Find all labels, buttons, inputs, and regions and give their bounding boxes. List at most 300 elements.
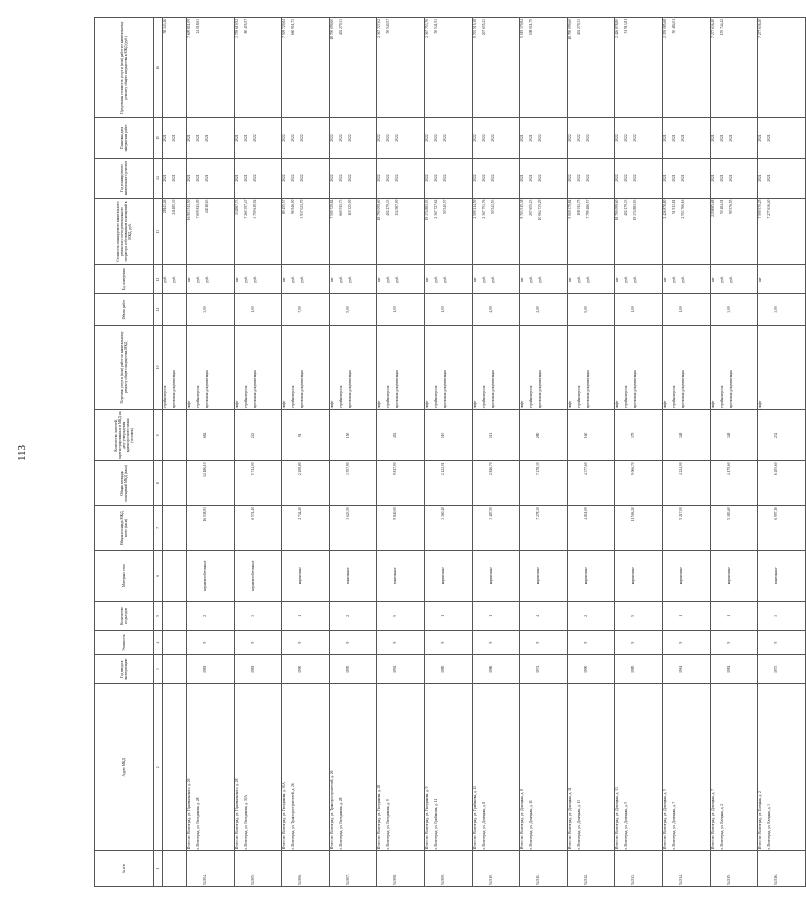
table-row	[377, 18, 425, 887]
work-list-item: проектная документация	[490, 370, 495, 409]
work-list-item: лифт	[472, 400, 477, 409]
work-list	[615, 325, 663, 410]
work-list-item: лифт	[520, 400, 525, 409]
unit-list-item: руб.	[205, 276, 209, 283]
wall-material: кирпичные	[282, 550, 330, 601]
cost-list-item: 51 913,81	[671, 199, 676, 214]
date-list	[377, 118, 425, 158]
column-header: Материал стен	[95, 550, 154, 601]
residents: 150	[329, 410, 377, 461]
limit-list	[424, 18, 472, 118]
year-list-item: 2021	[196, 174, 200, 182]
work-list-item: проектная документация	[728, 370, 733, 409]
cost-list-item: 24018,63	[205, 199, 209, 214]
unit-list-item: руб.	[291, 276, 296, 283]
year-list-item: 2021	[529, 174, 534, 182]
work-list-item: лифт	[234, 400, 239, 409]
work-list: стройконтроль проектная документация	[163, 325, 187, 410]
year-list	[520, 158, 568, 198]
work-list-item: стройконтроль	[291, 385, 296, 409]
volume: 5,00	[567, 294, 615, 325]
work-list-item: проектная документация	[633, 370, 638, 409]
limit-list-item: 207 655,23	[481, 19, 486, 36]
wall-material: кирпичные	[424, 550, 472, 601]
residents: 684	[187, 410, 235, 461]
work-list-item: стройконтроль	[719, 385, 724, 409]
table-row	[329, 18, 377, 887]
column-number: 15	[154, 118, 163, 158]
limit-list-item: 50 484,01	[671, 19, 676, 34]
date-list: 2021 2021	[163, 118, 187, 158]
unit-list-item: руб.	[576, 276, 581, 283]
column-number: 1	[154, 851, 163, 887]
table-row	[282, 18, 330, 887]
entrances: 2	[329, 601, 377, 630]
volume: 4,00	[472, 294, 520, 325]
year-list-item: 2022	[338, 174, 343, 182]
work-list-item: проектная документация	[585, 370, 590, 409]
address-item: г. Волгоград, ул. Гвоздикова, д. 9	[386, 799, 391, 850]
wall-material: панельные	[758, 550, 806, 601]
limit-list-item: 2 359 085,68	[662, 19, 667, 38]
row-number: 54.908.	[377, 851, 425, 887]
cost-list-item: 402 279,33	[386, 199, 391, 216]
limit-list-item: 24 018,63	[196, 19, 200, 34]
build-year: 1981	[187, 655, 235, 684]
column-number: 16	[154, 18, 163, 118]
unit-list	[282, 265, 330, 294]
year-list-item: 2022	[291, 174, 296, 182]
build-year: 1981	[234, 655, 282, 684]
unit-list-item: руб.	[386, 276, 391, 283]
cost-list-item: 2359085,68	[710, 199, 715, 217]
total-area: 7 278,30	[520, 506, 568, 551]
address	[472, 684, 520, 851]
volume: 1,00	[662, 294, 710, 325]
wall-material: кирпичные	[520, 550, 568, 601]
unit-list-item: руб.	[680, 276, 685, 283]
cost-list	[567, 198, 615, 265]
column-number: 9	[154, 410, 163, 461]
cost-list-item: 402 279,33	[624, 199, 629, 216]
table-row	[567, 18, 615, 887]
date-list-item: 2022	[624, 134, 629, 142]
year-list: 2021 2021	[163, 158, 187, 198]
floors: 9	[424, 630, 472, 655]
column-header: Общая площадь МКД, всего (кв.м)	[95, 506, 154, 551]
date-list	[329, 118, 377, 158]
floors: 9	[472, 630, 520, 655]
year-list	[615, 158, 663, 198]
year-list-item: 2022	[386, 174, 391, 182]
work-list-item: лифт	[329, 400, 334, 409]
date-list-item: 2021	[758, 134, 763, 142]
cost-list-item: 9 703 515,38	[520, 199, 525, 219]
row-number: 54.913.	[615, 851, 663, 887]
unit-list-item: руб.	[529, 276, 534, 283]
wall-material: панельные	[329, 550, 377, 601]
row-number: 54.904.	[187, 851, 235, 887]
address-item: Итого по: Волгоград, ул. Грибанова, д. 11	[472, 786, 477, 850]
year-list	[758, 158, 806, 198]
column-number: 2	[154, 684, 163, 851]
work-list-item: проектная документация	[680, 370, 685, 409]
cost-list-item: 16 903 511,50	[187, 199, 191, 221]
cost-list-item: 134587,73	[234, 199, 239, 215]
limit-list-item: 51 913,81	[624, 19, 629, 34]
table-row	[758, 18, 806, 887]
date-list-item: 2022	[576, 134, 581, 142]
year-list-item: 2022	[624, 174, 629, 182]
unit-list-item: шт	[187, 277, 191, 282]
work-list-item: лифт	[662, 400, 667, 409]
address-item: г. Волгоград, ул. Елецкая, д. 2	[719, 803, 724, 850]
year-list-item: 2022	[395, 174, 400, 182]
unit-list-item: руб.	[252, 276, 257, 283]
work-list-item: стройконтроль	[481, 385, 486, 409]
column-header: № п/п	[95, 851, 154, 887]
work-list-item: лифт	[710, 400, 715, 409]
unit-list	[329, 265, 377, 294]
floors: 9	[329, 630, 377, 655]
year-list-item: 2022	[282, 174, 287, 182]
year-list-item: 2022	[252, 174, 257, 182]
work-list-item: стройконтроль	[338, 385, 343, 409]
rooms-area: 4 224,00	[662, 461, 710, 506]
date-list	[424, 118, 472, 158]
unit-list-item: шт	[282, 277, 287, 282]
date-list-item: 2022	[282, 134, 287, 142]
build-year: 1981	[710, 655, 758, 684]
total-area: 2 744,20	[282, 506, 330, 551]
limit-list-item: 660 911,73	[291, 19, 296, 36]
limit-list-item: 2 367 727,62	[377, 19, 382, 38]
wall-material: кирпичные	[615, 550, 663, 601]
build-year: 1990	[282, 655, 330, 684]
cost-list-item: 2 367 727,62	[433, 199, 438, 219]
year-list-item: 2022	[472, 174, 477, 182]
year-list	[377, 158, 425, 198]
rooms-area: 3 557,90	[329, 461, 377, 506]
row-number: 54.912.	[567, 851, 615, 887]
date-list-item: 2021	[710, 134, 715, 142]
rooms-area: 14 186,10	[187, 461, 235, 506]
entrances: 1	[472, 601, 520, 630]
year-list-item: 2022	[442, 174, 447, 182]
entrances: 1	[282, 601, 330, 630]
unit-list: руб. руб.	[163, 265, 187, 294]
unit-list-item: шт	[472, 277, 477, 282]
floors: 9	[187, 630, 235, 655]
limit-list	[234, 18, 282, 118]
entrances: 4	[520, 601, 568, 630]
column-number: 14	[154, 158, 163, 198]
unit-list	[520, 265, 568, 294]
address-item: Итого по: Волгоград, ул. Тракторостроителей, д. 26	[329, 770, 334, 850]
cost-list-item: 96 946,00	[291, 199, 296, 214]
row-number: 54.906.	[282, 851, 330, 887]
year-list-item: 2021	[671, 174, 676, 182]
date-list-item: 2021	[728, 134, 733, 142]
address-item: г. Волгоград, ул. Донецкая, д. 5	[624, 801, 629, 850]
year-list-item: 2021	[710, 174, 715, 182]
work-list	[567, 325, 615, 410]
address	[187, 684, 235, 851]
address-item: г. Волгоград, ул. Елецкая, д. 3	[767, 803, 772, 850]
column-header: Объем работ	[95, 294, 154, 325]
date-list-item: 2021	[187, 134, 191, 142]
volume: 1,00	[234, 294, 282, 325]
residents: 243	[234, 410, 282, 461]
limit-list	[662, 18, 710, 118]
rooms-area: 5 714,00	[234, 461, 282, 506]
address-item: Итого по: Волгоград, ул. Гвоздикова, д. 9	[424, 786, 429, 850]
work-list	[234, 325, 282, 410]
date-list-item: 2022	[472, 134, 477, 142]
address-item: Итого по: Волгоград, ул. Елецкая, д. 2	[758, 791, 763, 850]
table-row	[187, 18, 235, 887]
residents: 348	[662, 410, 710, 461]
year-list-item: 2022	[585, 174, 590, 182]
volume: 5,00	[329, 294, 377, 325]
date-list-item: 2022	[567, 134, 572, 142]
build-year: 1994	[377, 655, 425, 684]
entrances: 1	[424, 601, 472, 630]
unit-list-item: шт	[377, 277, 382, 282]
cost-list-item: 660 911,73	[338, 199, 343, 216]
year-list-item: 2021	[520, 174, 525, 182]
build-year: 1995	[329, 655, 377, 684]
limit-list-item: 9 703 515,38	[472, 19, 477, 38]
limit-list	[472, 18, 520, 118]
column-header: Общая площадь помещений МКД (кв.м)	[95, 461, 154, 506]
column-header: Предельная стоимость услуг и (или) работ по капитальному ремонту общего имущества в МКД (руб.)	[95, 18, 154, 118]
date-list-item: 2021	[196, 134, 200, 142]
limit-list	[329, 18, 377, 118]
date-list	[615, 118, 663, 158]
floors: 9	[710, 630, 758, 655]
entrances: 5	[377, 601, 425, 630]
cost-list-item: 19 374 881,03	[424, 199, 429, 221]
cost-list-item: 10 064 735,29	[538, 199, 543, 221]
work-list-item: проектная документация	[347, 370, 352, 409]
table-row	[424, 18, 472, 887]
rooms-area: 9 066,70	[615, 461, 663, 506]
date-list-item: 2021	[680, 134, 685, 142]
cost-list	[234, 198, 282, 265]
limit-list	[282, 18, 330, 118]
row-number: 54.907.	[329, 851, 377, 887]
row-number: 54.909.	[424, 851, 472, 887]
unit-list	[710, 265, 758, 294]
work-list-item: лифт	[282, 400, 287, 409]
unit-list-item: шт	[329, 277, 334, 282]
column-header: Год планируемого капитального ремонта	[95, 158, 154, 198]
cost-list-item: 7 509 570,25	[758, 199, 763, 219]
cost-list	[377, 198, 425, 265]
date-list-item: 2022	[490, 134, 495, 142]
cost-list	[424, 198, 472, 265]
date-list-item: 2022	[615, 134, 620, 142]
cost-list-item: 7 260 397,47	[243, 199, 248, 219]
cost-list-item: 7 799 486,57	[585, 199, 590, 219]
work-list-item: проектная документация	[205, 370, 209, 409]
year-list-item: 2022	[633, 174, 638, 182]
unit-list-item: руб.	[338, 276, 343, 283]
work-list-item: проектная документация	[395, 370, 400, 409]
column-number: 3	[154, 655, 163, 684]
cost-list-item: 7 277 636,40	[767, 199, 772, 219]
cost-list-item: 18 790 099,60	[377, 199, 382, 221]
date-list-item: 2022	[300, 134, 305, 142]
unit-list-item: шт	[424, 277, 429, 282]
year-list-item: 2021	[234, 174, 239, 182]
year-list-item: 2022	[347, 174, 352, 182]
limit-list-item: 108 011,75	[529, 19, 534, 36]
unit-list-item: шт	[710, 277, 715, 282]
limit-list-item: 155 744,42	[719, 19, 724, 36]
year-list-item: 2022	[567, 174, 572, 182]
total-area: 6 574,40	[234, 506, 282, 551]
cost-list-item: 7 609 811,09	[196, 199, 200, 219]
address-item: Итого по: Волгоград, ул. Донецкая, д. 7	[710, 789, 715, 850]
year-list-item: 2021	[758, 174, 763, 182]
cost-list-item: 50 541,53	[490, 199, 495, 214]
address-item: Итого по: Волгоград, ул. Донецкая, д. 13	[615, 787, 620, 850]
build-year: 1990	[567, 655, 615, 684]
cost-list-item: 207 655,23	[529, 199, 534, 216]
cost-list-item: 3 937 021,79	[300, 199, 305, 219]
unit-list-item: шт	[758, 277, 763, 282]
work-list-item: проектная документация	[442, 370, 447, 409]
build-year: 1986	[472, 655, 520, 684]
limit-list	[187, 18, 235, 118]
year-list-item: 2022	[433, 174, 438, 182]
work-list-item: стройконтроль	[243, 385, 248, 409]
page-number: 113	[16, 444, 28, 461]
limit-list	[520, 18, 568, 118]
build-year: 1961	[662, 655, 710, 684]
residents: 160	[567, 410, 615, 461]
date-list	[520, 118, 568, 158]
limit-list-item: 402 279,33	[338, 19, 343, 36]
limit-list-item: 18 790 099,60	[329, 19, 334, 40]
entrances: 2	[567, 601, 615, 630]
rooms-area: 6 205,60	[758, 461, 806, 506]
limit-list	[377, 18, 425, 118]
year-list-item: 2022	[615, 174, 620, 182]
wall-material: керамзитобетонные	[187, 550, 235, 601]
year-list	[234, 158, 282, 198]
total-area: 5 183,60	[710, 506, 758, 551]
floors: 9	[234, 630, 282, 655]
unit-list-item: руб.	[442, 276, 447, 283]
cost-list	[758, 198, 806, 265]
limit-list-item: 7 277 636,40	[758, 19, 763, 38]
total-area: 6 997,10	[758, 506, 806, 551]
unit-list	[234, 265, 282, 294]
address	[329, 684, 377, 851]
date-list-item: 2021	[234, 134, 239, 142]
date-list	[282, 118, 330, 158]
unit-list-item: руб.	[585, 276, 590, 283]
volume: 1,00	[615, 294, 663, 325]
column-number: 13	[154, 198, 163, 265]
year-list-item: 2021	[205, 174, 209, 182]
limit-list-item: 3 759 619,92	[234, 19, 239, 38]
address-item: г. Волгоград, ул. Гвоздикова, д. 30А	[243, 794, 248, 850]
cost-list-item: 2 553 766,16	[680, 199, 685, 219]
column-header: Этажность	[95, 630, 154, 655]
wall-material: кирпичные	[567, 550, 615, 601]
floors: 9	[377, 630, 425, 655]
work-list-item: стройконтроль	[576, 385, 581, 409]
year-list-item: 2021	[728, 174, 733, 182]
work-list-item: лифт	[758, 400, 763, 409]
floors: 9	[567, 630, 615, 655]
entrances: 1	[662, 601, 710, 630]
cost-list-item: 2 509 214,59	[472, 199, 477, 219]
residents: 91	[282, 410, 330, 461]
date-list-item: 2022	[481, 134, 486, 142]
date-list-item: 2021	[529, 134, 534, 142]
entrances: 3	[234, 601, 282, 630]
cost-list-item: 19 374 881,93	[633, 199, 638, 221]
rooms-area: 4 377,60	[567, 461, 615, 506]
date-list-item: 2022	[395, 134, 400, 142]
table-row	[615, 18, 663, 887]
cost-list-item: 80 455,57	[282, 199, 287, 214]
total-area: 3 623,50	[329, 506, 377, 551]
row-number: 54.911.	[520, 851, 568, 887]
date-list-item: 2021	[205, 134, 209, 142]
cost-list-item: 3 759 619,92	[252, 199, 257, 219]
floors: 9	[282, 630, 330, 655]
work-list-item: стройконтроль	[624, 385, 629, 409]
unit-list-item: руб.	[300, 276, 305, 283]
rooms-area: 2 846,70	[472, 461, 520, 506]
cost-list	[615, 198, 663, 265]
year-list	[282, 158, 330, 198]
date-list-item: 2021	[243, 134, 248, 142]
unit-list-item: руб.	[243, 276, 248, 283]
date-list-item: 2022	[347, 134, 352, 142]
residents: 111	[472, 410, 520, 461]
build-year: 1974	[520, 655, 568, 684]
date-list	[567, 118, 615, 158]
date-list-item: 2022	[386, 134, 391, 142]
work-list-item: стройконтроль	[386, 385, 391, 409]
limit-list-item: 50 541,53	[433, 19, 438, 34]
column-number: 7	[154, 506, 163, 551]
residents: 232	[758, 410, 806, 461]
unit-list	[187, 265, 235, 294]
work-list	[377, 325, 425, 410]
row-number: 54.914.	[662, 851, 710, 887]
cost-list-item: 7 509 729,84	[329, 199, 334, 219]
cost-list-item: 18 790 099,60	[615, 199, 620, 221]
limit-list	[615, 18, 663, 118]
work-list	[662, 325, 710, 410]
cost-list-item: 99 576,55	[728, 199, 733, 214]
entrances: 2	[187, 601, 235, 630]
date-list-item: 2022	[538, 134, 543, 142]
work-list-item: стройконтроль	[529, 385, 534, 409]
column-number: 12	[154, 265, 163, 294]
work-list	[710, 325, 758, 410]
year-list-item: 2021	[243, 174, 248, 182]
table-row	[234, 18, 282, 887]
